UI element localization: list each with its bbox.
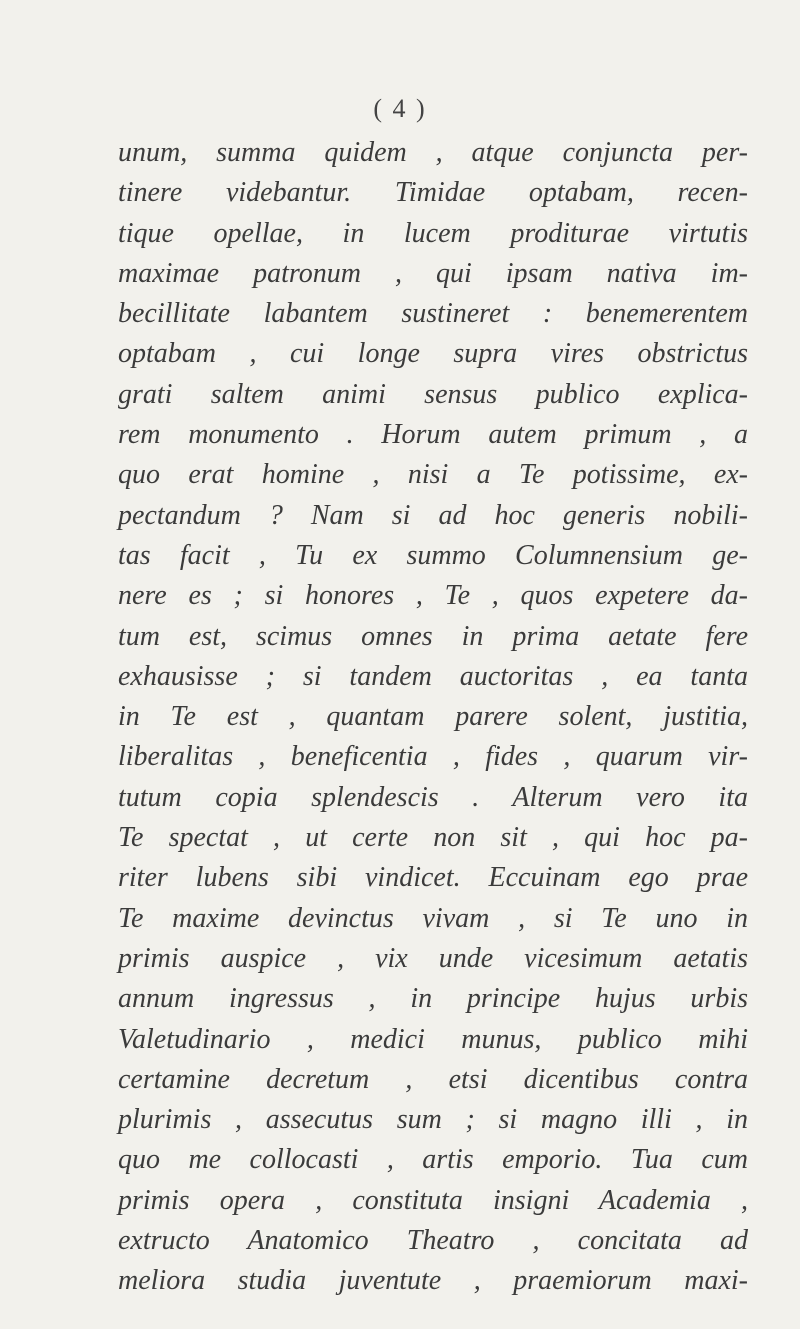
text-line: becillitate labantem sustineret : benemerentem xyxy=(118,298,748,330)
text-line: tinere videbantur. Timidae optabam, recen- xyxy=(118,177,748,209)
text-line: nere es ; si honores , Te , quos expetere da- xyxy=(118,580,748,612)
text-line: optabam , cui longe supra vires obstrictus xyxy=(118,338,748,370)
text-line: plurimis , assecutus sum ; si magno illi , in xyxy=(118,1104,748,1136)
text-line: Te spectat , ut certe non sit , qui hoc pa- xyxy=(118,822,748,854)
text-line: extructo Anatomico Theatro , concitata ad xyxy=(118,1225,748,1257)
text-line: rem monumento . Horum autem primum , a xyxy=(118,419,748,451)
text-line: primis auspice , vix unde vicesimum aetatis xyxy=(118,942,748,974)
text-line: unum, summa quidem , atque conjuncta per- xyxy=(118,137,748,168)
text-line: quo erat homine , nisi a Te potissime, ex- xyxy=(118,459,748,491)
text-line: riter lubens sibi vindicet. Eccuinam ego prae xyxy=(118,862,748,894)
text-line: tas facit , Tu ex summo Columnensium ge- xyxy=(118,539,748,571)
text-line: grati saltem animi sensus publico explica- xyxy=(118,378,748,410)
text-line: tutum copia splendescis . Alterum vero ita xyxy=(118,781,748,813)
text-line: meliora studia juventute , praemiorum maxi- xyxy=(118,1265,748,1297)
text-line: quo me collocasti , artis emporio. Tua cum xyxy=(118,1144,748,1176)
text-line: certamine decretum , etsi dicentibus contra xyxy=(118,1063,748,1095)
text-line: tique opellae, in lucem proditurae virtutis xyxy=(118,217,748,249)
text-line: Te maxime devinctus vivam , si Te uno in xyxy=(118,902,748,934)
text-line: liberalitas , beneficentia , fides , quarum vir- xyxy=(118,741,748,773)
text-line: tum est, scimus omnes in prima aetate fere xyxy=(118,620,748,652)
text-line: maximae patronum , qui ipsam nativa im- xyxy=(118,257,748,289)
page-number: ( 4 ) xyxy=(373,94,427,123)
text-line: Valetudinario , medici munus, publico mihi xyxy=(118,1023,748,1055)
text-line: annum ingressus , in principe hujus urbis xyxy=(118,983,748,1015)
text-line: exhausisse ; si tandem auctoritas , ea tanta xyxy=(118,660,748,692)
body-text xyxy=(118,133,748,1302)
text-line: in Te est , quantam parere solent, justitia, xyxy=(118,701,748,733)
text-line: pectandum ? Nam si ad hoc generis nobili- xyxy=(118,499,748,531)
text-line: primis opera , constituta insigni Academia , xyxy=(118,1184,748,1216)
